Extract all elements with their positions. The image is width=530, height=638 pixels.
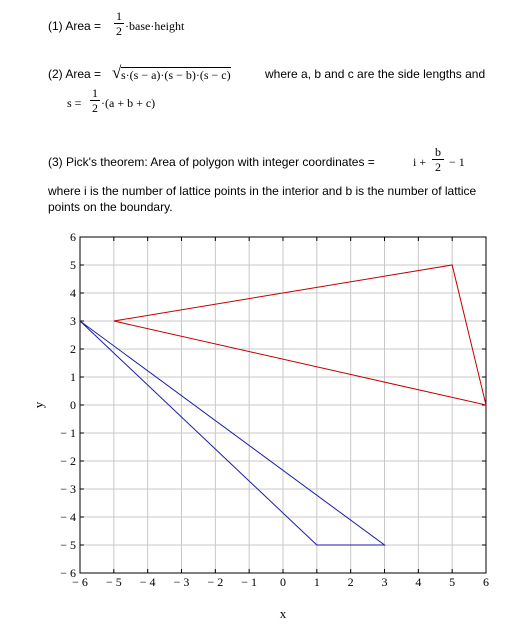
y-tick-label: 0 (70, 398, 76, 412)
formula-2-s-rest: ·(a + b + c) (101, 96, 156, 110)
x-tick-label: − 2 (207, 575, 224, 589)
formula-3-minus-one: − 1 (449, 155, 465, 169)
x-tick-label: − 3 (173, 575, 190, 589)
x-tick-label: − 4 (139, 575, 156, 589)
x-tick-label: − 6 (72, 575, 88, 589)
sqrt-icon: √ (112, 63, 122, 82)
y-tick-label: − 1 (60, 426, 76, 440)
y-axis-label: y (31, 401, 46, 409)
series-1-polygon (114, 265, 486, 405)
x-tick-label: 5 (449, 575, 456, 589)
formula-3-i-plus: i + (413, 155, 427, 169)
y-tick-label: 4 (70, 286, 76, 300)
y-tick-label: 5 (70, 258, 76, 272)
x-tick-label: 2 (347, 575, 354, 589)
x-tick-label: − 5 (105, 575, 122, 589)
fraction-numerator: b (435, 145, 441, 159)
formula-2-label: (2) Area = (48, 67, 102, 81)
y-tick-label: 2 (70, 342, 76, 356)
y-tick-label: 6 (70, 230, 76, 244)
formula-1-label: (1) Area = (48, 19, 102, 33)
y-tick-label: 3 (70, 314, 76, 328)
formula-3-explain-line2: points on the boundary. (48, 200, 173, 214)
x-tick-label: − 1 (241, 575, 258, 589)
formula-3-label: (3) Pick's theorem: Area of polygon with integer coordinates = (48, 155, 375, 169)
formula-2-tail: where a, b and c are the side lengths and (265, 67, 486, 81)
x-tick-label: 4 (415, 575, 422, 589)
formula-3-explain-line1: where i is the number of lattice points in the interior and b is the number of lattice (48, 184, 477, 198)
x-axis-label: x (279, 606, 287, 621)
fraction-numerator: 1 (92, 86, 98, 100)
y-tick-label: − 3 (60, 482, 76, 496)
y-tick-label: − 2 (60, 454, 76, 468)
fraction-denominator: 2 (435, 160, 441, 174)
formula-2-s-label: s = (67, 96, 82, 110)
fraction-numerator: 1 (116, 9, 122, 23)
x-tick-label: 3 (381, 575, 388, 589)
fraction-denominator: 2 (92, 101, 98, 115)
y-tick-label: − 4 (60, 510, 76, 524)
x-tick-label: 1 (313, 575, 320, 589)
y-tick-label: − 6 (60, 566, 76, 580)
x-tick-label: 6 (483, 575, 489, 589)
x-tick-label: 0 (280, 575, 286, 589)
y-tick-label: − 5 (60, 538, 76, 552)
formula-2-radicand: s·(s − a)·(s − b)·(s − c) (121, 68, 231, 82)
y-tick-label: 1 (70, 370, 76, 384)
formula-1-rest: ·base·height (125, 19, 185, 33)
fraction-denominator: 2 (116, 24, 122, 38)
